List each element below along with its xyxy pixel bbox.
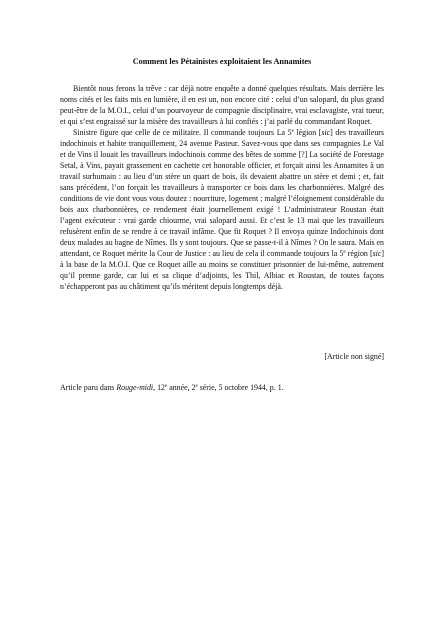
journal-name: Rouge-midi xyxy=(116,383,154,392)
text-run: série, 5 octobre 1944, p. 1. xyxy=(197,383,284,392)
sic-annotation: sic xyxy=(321,128,331,137)
text-run: ] des travailleurs indochinois et habite tranquillement, 24 avenue Pasteur. Savez-vous que dans ses compagnies Le Val et de Vins il louait les travailleurs indochinois comme des bêtes de somme [?] La société de Forestage Setal, à Vins, payait grassement en cachette cet honorable officier, et forçait ainsi les Annamites à un travail surhumain : au lieu d’un stère un quart de bois, ils devaient abattre un stère et demi ; et, fait sans précédent, l’on forçait les travailleurs à transporter ce bois dans les charbonnières. Malgré des conditions de vie dont vous vous doutez : nourriture, logement ; malgré l’éloignement considérable du bois aux charbonnières, ce rendement était journellement exigé ! L’administrateur Roustan était l’agent exécuteur : vrai garde chiourme, vrai salopard aussi. Et c’est le 13 mai que les travailleurs refusèrent enfin de se rendre à ce travail infâme. Que fit Roquet ? Il envoya quinze Indochinois dont deux malades au bagne de Nîmes. Ils y sont toujours. Que se passe-t-il à Nîmes ? On le saura. Mais en attendant, ce Roquet mérite la Cour de Justice : au lieu de cela il commande toujours la 5 xyxy=(60,128,384,258)
text-run: ] à la base de la M.O.I. Que ce Roquet aille au moins se constituer prisonnier de lui-même, autrement qu’il prenne garde, car lui et sa clique d’adjoints, les Thil, Albiac et Roustan, de toutes façons n’échapperont pas au châtiment qu’ils méritent depuis longtemps déjà. xyxy=(60,249,385,291)
ordinal-suffix: e xyxy=(343,250,346,255)
sic-annotation: sic xyxy=(372,249,382,258)
text-run: , 12 xyxy=(153,383,165,392)
ordinal-suffix: e xyxy=(164,384,168,389)
paragraph-intro: Bientôt nous ferons la trêve : car déjà notre enquête a donné quelques résultats. Mais derrière les noms cités et les faits mis en lumière, il en est un, non encore cité : celui d’un salopard, du plus grand peut-être de la M.O.I., celui d’un pourvoyeur de compagnie disciplinaire, vrai esclavagiste, vrai tueur, et qui s’est engraissé sur la misère des travailleurs à lui confiés : j’ai parlé du commandant Roquet. xyxy=(60,84,384,126)
signature-note: [Article non signé] xyxy=(324,352,384,361)
article-body xyxy=(60,83,384,292)
text-run: légion [ xyxy=(293,128,322,137)
text-run: année, 2 xyxy=(167,383,196,392)
source-citation xyxy=(60,382,384,393)
article-title: Comment les Pétainistes exploitaient les Annamites xyxy=(132,57,312,66)
text-run: région [ xyxy=(345,249,373,258)
text-run: Sinistre figure que celle de ce militaire. Il commande toujours La 5 xyxy=(73,128,292,137)
ordinal-suffix: e xyxy=(291,129,294,134)
paragraph-roquet xyxy=(60,127,384,292)
text-run: Article paru dans xyxy=(60,383,117,392)
ordinal-suffix: e xyxy=(195,384,198,389)
